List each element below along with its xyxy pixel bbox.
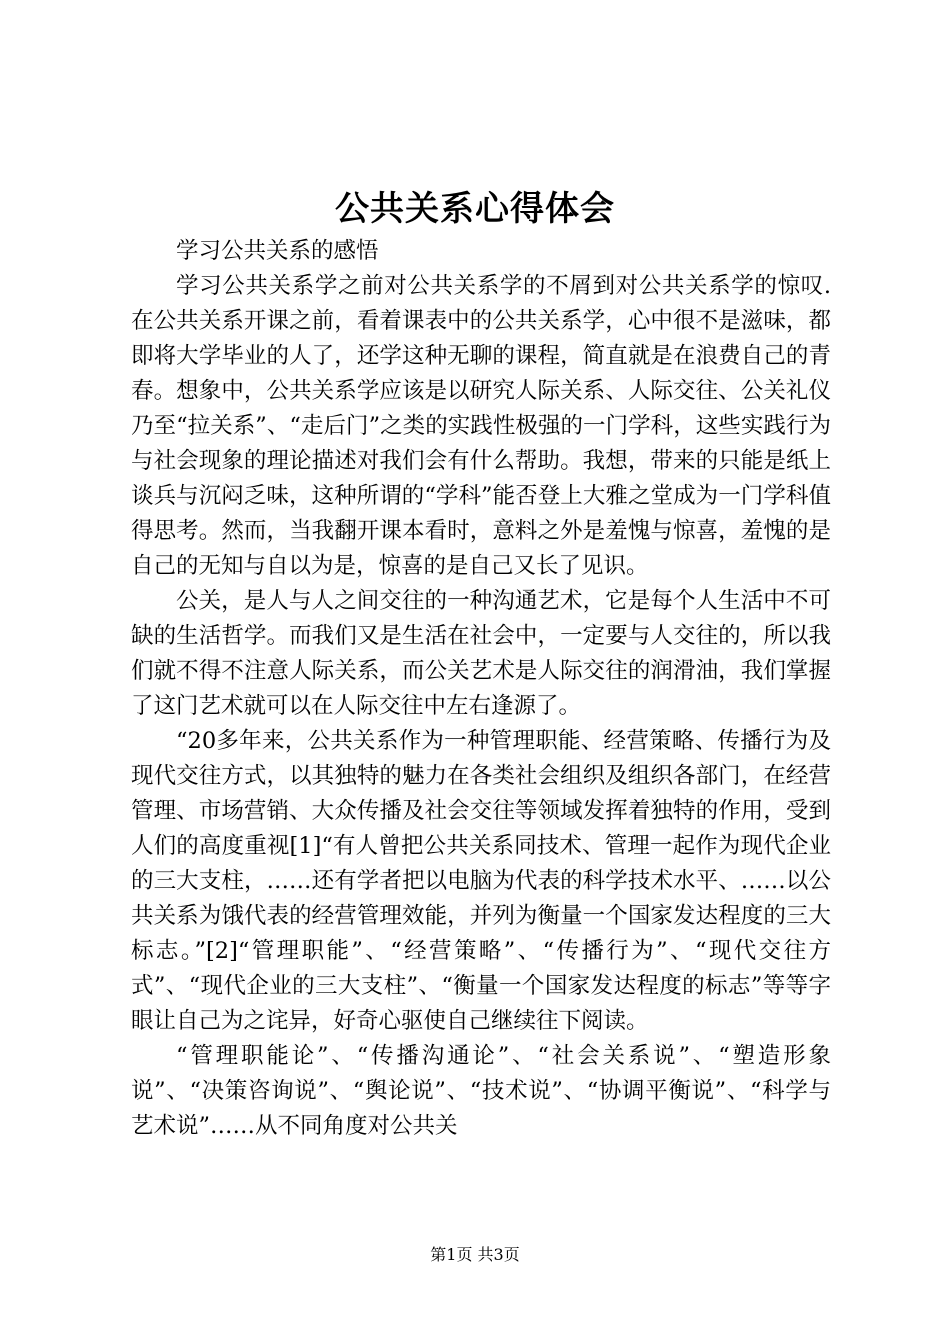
paragraph-1: 学习公共关系学之前对公共关系学的不屑到对公共关系学的惊叹.在公共关系开课之前，看着课表中的公共关系学，心中很不是滋味，都即将大学毕业的人了，还学这种无聊的课程，简直就是在浪费自己的青春。想象中，公共关系学应该是以研究人际关系、人际交往、公关礼仪乃至“拉关系”、“走后门”之类的实践性极强的一门学科，这些实践行为与社会现象的理论描述对我们会有什么帮助。我想，带来的只能是纸上谈兵与沉闷乏味，这种所谓的“学科”能否登上大雅之堂成为一门学科值得思考。然而，当我翻开课本看时，意料之外是羞愧与惊喜，羞愧的是自己的无知与自以为是，惊喜的是自己又长了见识。 <box>131 273 831 579</box>
document-title: 公共关系心得体会 <box>335 189 615 229</box>
document-body <box>131 234 831 1144</box>
paragraph-4: “管理职能论”、“传播沟通论”、“社会关系说”、“塑造形象说”、“决策咨询说”、“舆论说”、“技术说”、“协调平衡说”、“科学与艺术说”……从不同角度对公共关 <box>131 1043 831 1139</box>
paragraph-2: 公关，是人与人之间交往的一种沟通艺术，它是每个人生活中不可缺的生活哲学。而我们又是生活在社会中，一定要与人交往的，所以我们就不得不注意人际关系，而公关艺术是人际交往的润滑油，我们掌握了这门艺术就可以在人际交往中左右逢源了。 <box>131 588 831 719</box>
page-number-footer: 第1页 共3页 <box>430 1245 520 1264</box>
paragraph-3: “20多年来，公共关系作为一种管理职能、经营策略、传播行为及现代交往方式，以其独特的魅力在各类社会组织及组织各部门，在经营管理、市场营销、大众传播及社会交往等领域发挥着独特的作用，受到人们的高度重视[1]“有人曾把公共关系同技术、管理一起作为现代企业的三大支柱，……还有学者把以电脑为代表的科学技术水平、……以公共关系为饿代表的经营管理效能，并列为衡量一个国家发达程度的三大标志。”[2]“管理职能”、“经营策略”、“传播行为”、“现代交往方式”、“现代企业的三大支柱”、“衡量一个国家发达程度的标志”等等字眼让自己为之诧异，好奇心驱使自己继续往下阅读。 <box>131 728 831 1034</box>
paragraph-subtitle: 学习公共关系的感悟 <box>176 238 379 264</box>
